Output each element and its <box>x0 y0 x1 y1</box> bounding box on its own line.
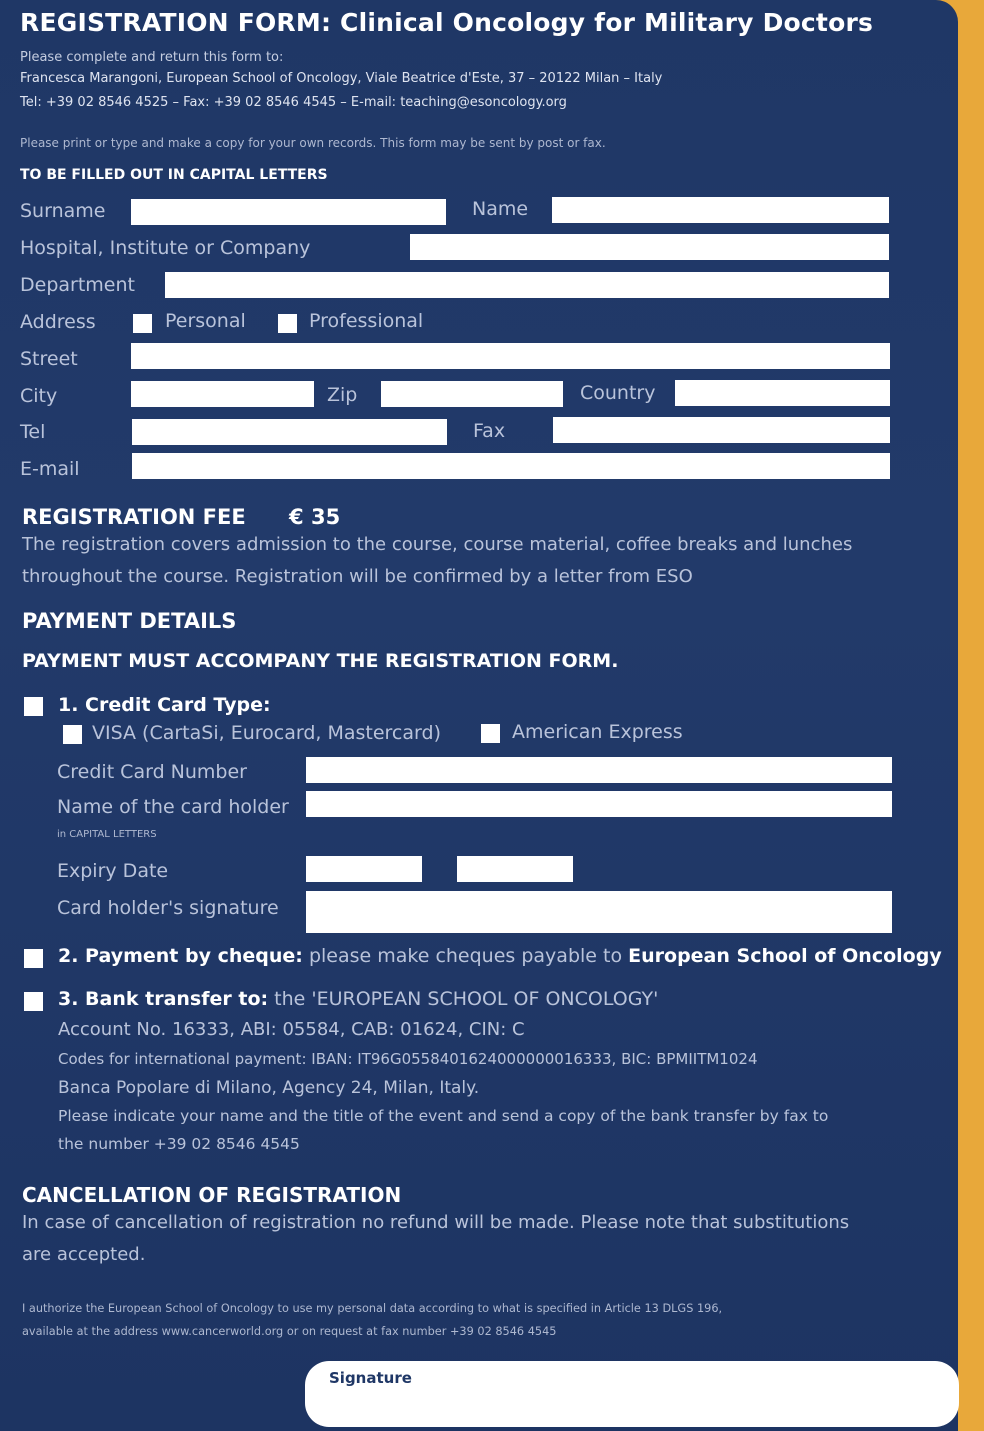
cheque-payee: European School of Oncology <box>628 945 942 967</box>
bank-text: the 'EUROPEAN SCHOOL OF ONCOLOGY' <box>274 988 659 1010</box>
country-input[interactable] <box>675 380 890 406</box>
amex-checkbox[interactable] <box>481 724 500 743</box>
street-input[interactable] <box>131 343 890 369</box>
address-professional-checkbox[interactable] <box>278 314 297 333</box>
hospital-label: Hospital, Institute or Company <box>20 237 311 259</box>
bank-account: Account No. 16333, ABI: 05584, CAB: 01624, CIN: C <box>58 1019 525 1040</box>
card-number-label: Credit Card Number <box>57 761 247 783</box>
visa-checkbox[interactable] <box>63 725 82 744</box>
signature-label: Signature <box>329 1369 412 1387</box>
privacy-line-2: available at the address www.cancerworld.org or on request at fax number +39 02 8546 4545 <box>22 1325 557 1338</box>
credit-card-label-text: 1. Credit Card Type: <box>58 694 271 716</box>
fax-input[interactable] <box>553 417 890 443</box>
credit-card-label <box>58 694 271 716</box>
email-input[interactable] <box>132 453 890 479</box>
visa-label: VISA (CartaSi, Eurocard, Mastercard) <box>92 722 441 744</box>
print-note: Please print or type and make a copy for your own records. This form may be sent by post or fax. <box>20 136 606 150</box>
bank-note-1: Please indicate your name and the title of the event and send a copy of the bank transfer by fax to <box>58 1107 829 1125</box>
address-professional-label: Professional <box>309 310 424 332</box>
email-label: E-mail <box>20 458 80 480</box>
department-label: Department <box>20 274 135 296</box>
form-title: REGISTRATION FORM: Clinical Oncology for Military Doctors <box>20 8 874 37</box>
cheque-text: please make cheques payable to <box>308 945 623 967</box>
expiry-month-input[interactable] <box>306 856 422 882</box>
department-input[interactable] <box>165 272 889 298</box>
fee-heading-text: REGISTRATION FEE <box>22 505 246 529</box>
bank-codes: Codes for international payment: IBAN: IT96G0558401624000000016333, BIC: BPMIITM1024 <box>58 1050 758 1068</box>
cancellation-line-1: In case of cancellation of registration no refund will be made. Please note that substitutions <box>22 1212 850 1233</box>
cheque-line <box>58 945 942 967</box>
cancellation-text <box>22 1207 849 1271</box>
fee-heading <box>22 505 340 529</box>
bank-transfer-line <box>58 988 658 1010</box>
address-personal-label: Personal <box>165 310 246 332</box>
tel-label: Tel <box>20 421 46 443</box>
hospital-input[interactable] <box>410 234 889 260</box>
fee-amount: € 35 <box>289 505 341 529</box>
address-personal-checkbox[interactable] <box>133 314 152 333</box>
amex-label: American Express <box>512 721 683 743</box>
zip-input[interactable] <box>381 381 563 407</box>
cheque-label: 2. Payment by cheque: <box>58 945 303 967</box>
country-label: Country <box>580 382 656 404</box>
address-label: Address <box>20 311 96 333</box>
card-holder-note: in CAPITAL LETTERS <box>57 829 157 840</box>
city-input[interactable] <box>131 381 314 407</box>
card-signature-label: Card holder's signature <box>57 897 279 919</box>
street-label: Street <box>20 348 78 370</box>
credit-card-checkbox[interactable] <box>24 697 43 716</box>
cheque-checkbox[interactable] <box>24 949 43 968</box>
contact-phone: Tel: +39 02 8546 4525 – Fax: +39 02 8546 4545 – E-mail: teaching@esoncology.org <box>20 95 567 110</box>
bank-label: 3. Bank transfer to: <box>58 988 269 1010</box>
fee-line-2: throughout the course. Registration will be confirmed by a letter from ESO <box>22 566 693 587</box>
bank-transfer-checkbox[interactable] <box>24 992 43 1011</box>
fee-line-1: The registration covers admission to the course, course material, coffee breaks and lunches <box>22 534 853 555</box>
card-holder-label: Name of the card holder <box>57 796 289 818</box>
card-number-input[interactable] <box>306 757 892 783</box>
surname-input[interactable] <box>131 199 446 225</box>
surname-label: Surname <box>20 200 106 222</box>
bank-name: Banca Popolare di Milano, Agency 24, Milan, Italy. <box>58 1078 480 1098</box>
fax-label: Fax <box>473 420 506 442</box>
zip-label: Zip <box>327 384 358 406</box>
signature-field[interactable] <box>305 1361 959 1427</box>
capitals-heading: TO BE FILLED OUT IN CAPITAL LETTERS <box>20 167 328 183</box>
city-label: City <box>20 385 58 407</box>
expiry-year-input[interactable] <box>457 856 573 882</box>
cancellation-line-2: are accepted. <box>22 1244 146 1265</box>
payment-subheading: PAYMENT MUST ACCOMPANY THE REGISTRATION FORM. <box>22 650 619 672</box>
card-holder-input[interactable] <box>306 791 892 817</box>
name-label: Name <box>472 198 529 220</box>
return-intro: Please complete and return this form to: <box>20 50 284 65</box>
expiry-label: Expiry Date <box>57 860 169 882</box>
contact-address: Francesca Marangoni, European School of Oncology, Viale Beatrice d'Este, 37 – 20122 Milan – Italy <box>20 71 663 86</box>
card-signature-input[interactable] <box>306 891 892 933</box>
cancellation-heading: CANCELLATION OF REGISTRATION <box>22 1183 402 1207</box>
name-input[interactable] <box>552 197 889 223</box>
tel-input[interactable] <box>132 419 447 445</box>
bank-note-2: the number +39 02 8546 4545 <box>58 1135 300 1153</box>
privacy-line-1: I authorize the European School of Oncology to use my personal data according to what is specified in Article 13 DLGS 196, <box>22 1302 723 1315</box>
payment-heading: PAYMENT DETAILS <box>22 609 237 633</box>
fee-description <box>22 529 852 593</box>
